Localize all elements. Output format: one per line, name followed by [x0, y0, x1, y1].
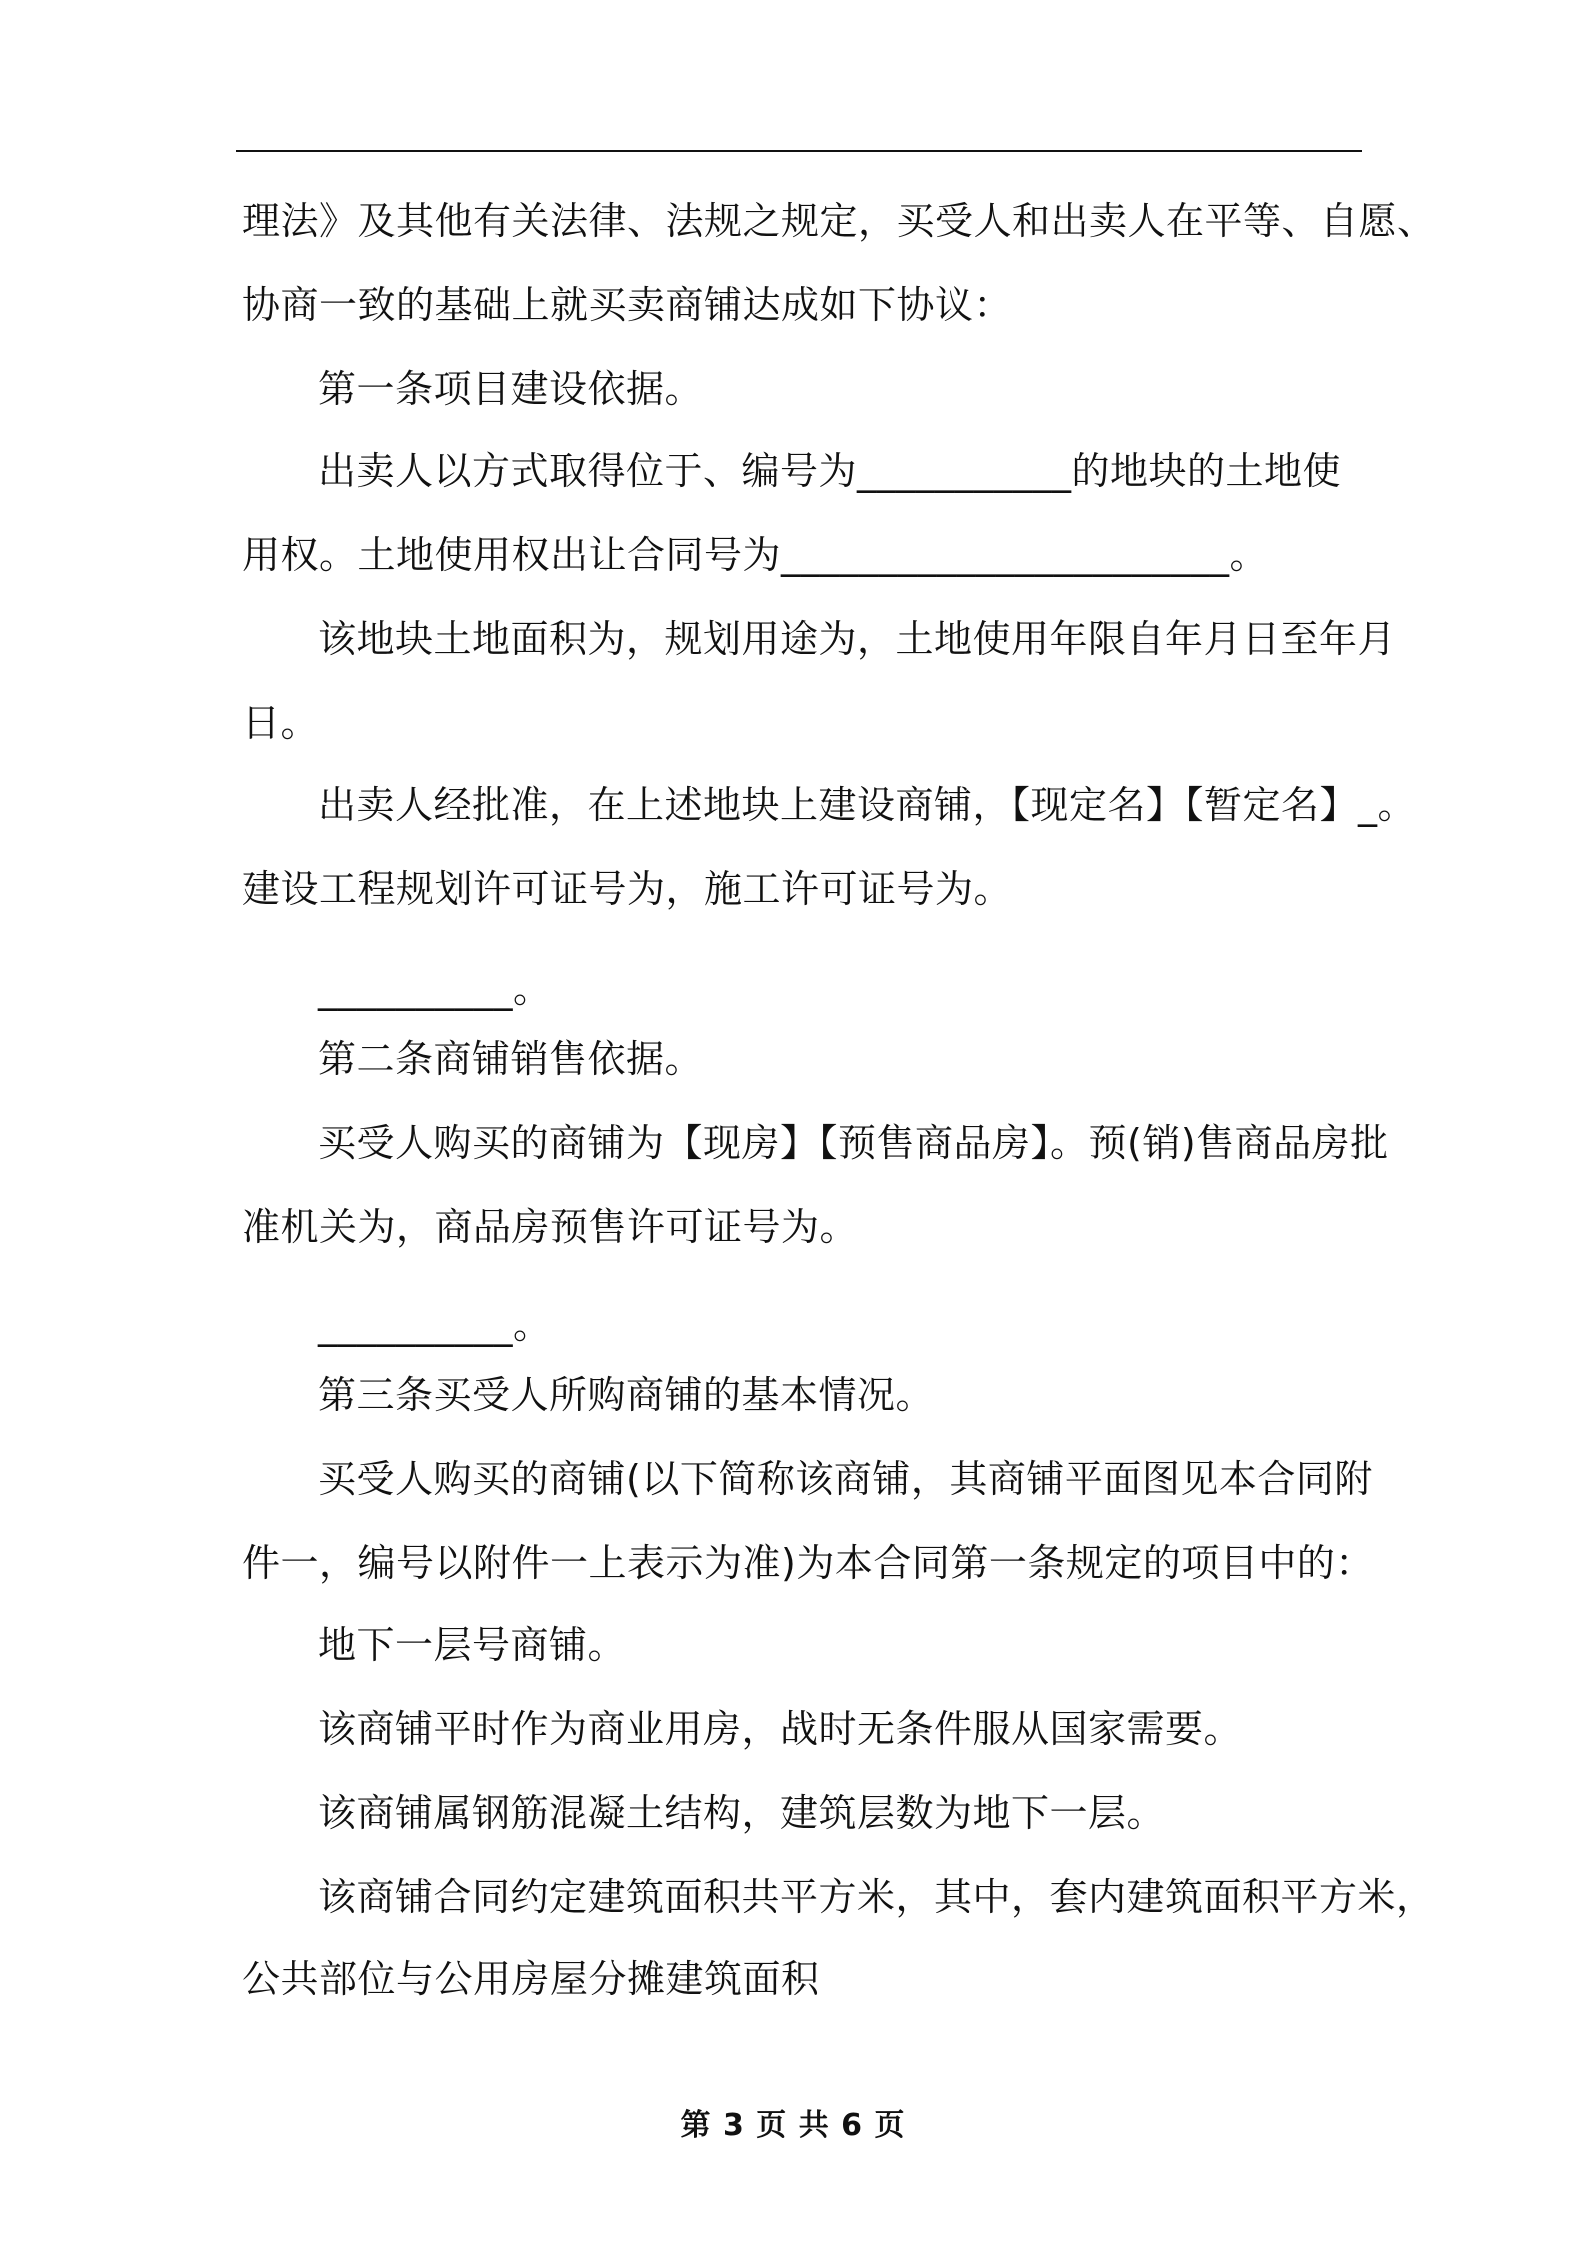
text-line: 件一，编号以附件一上表示为准)为本合同第一条规定的项目中的： — [242, 1541, 1374, 1585]
text-line: 准机关为，商品房预售许可证号为。 — [242, 1205, 859, 1249]
article-heading: 第二条商铺销售依据。 — [318, 1037, 704, 1081]
blank-line: __________。 — [318, 967, 552, 1011]
text-line: 该商铺属钢筋混凝土结构，建筑层数为地下一层。 — [318, 1791, 1166, 1835]
header-rule — [236, 150, 1362, 152]
article-heading: 第三条买受人所购商铺的基本情况。 — [318, 1373, 935, 1417]
text-line: 日。 — [242, 701, 320, 745]
blank-line: __________。 — [318, 1303, 552, 1347]
text-line: 公共部位与公用房屋分摊建筑面积 — [242, 1957, 820, 2001]
text-line: 地下一层号商铺。 — [318, 1623, 627, 1667]
text-line: 该商铺平时作为商业用房，战时无条件服从国家需要。 — [318, 1707, 1243, 1751]
text-line: 该地块土地面积为，规划用途为，土地使用年限自年月日至年月 — [318, 617, 1397, 661]
text-line: 协商一致的基础上就买卖商铺达成如下协议： — [242, 283, 1013, 327]
page-number: 第 3 页 共 6 页 — [680, 2108, 906, 2143]
text-line: 买受人购买的商铺为【现房】【预售商品房】。预(销)售商品房批 — [318, 1121, 1389, 1165]
text-line: 建设工程规划许可证号为，施工许可证号为。 — [242, 867, 1013, 911]
text-line: 买受人购买的商铺(以下简称该商铺，其商铺平面图见本合同附 — [318, 1457, 1373, 1501]
text-line: 用权。土地使用权出让合同号为_______________________。 — [242, 533, 1269, 577]
text-line: 理法》及其他有关法律、法规之规定，买受人和出卖人在平等、自愿、 — [242, 199, 1436, 243]
text-line: 该商铺合同约定建筑面积共平方米，其中，套内建筑面积平方米， — [318, 1875, 1435, 1919]
article-heading: 第一条项目建设依据。 — [318, 367, 704, 411]
text-line: 出卖人以方式取得位于、编号为___________的地块的土地使 — [318, 449, 1342, 493]
text-line: 出卖人经批准，在上述地块上建设商铺，【现定名】【暂定名】_。 — [318, 783, 1417, 827]
